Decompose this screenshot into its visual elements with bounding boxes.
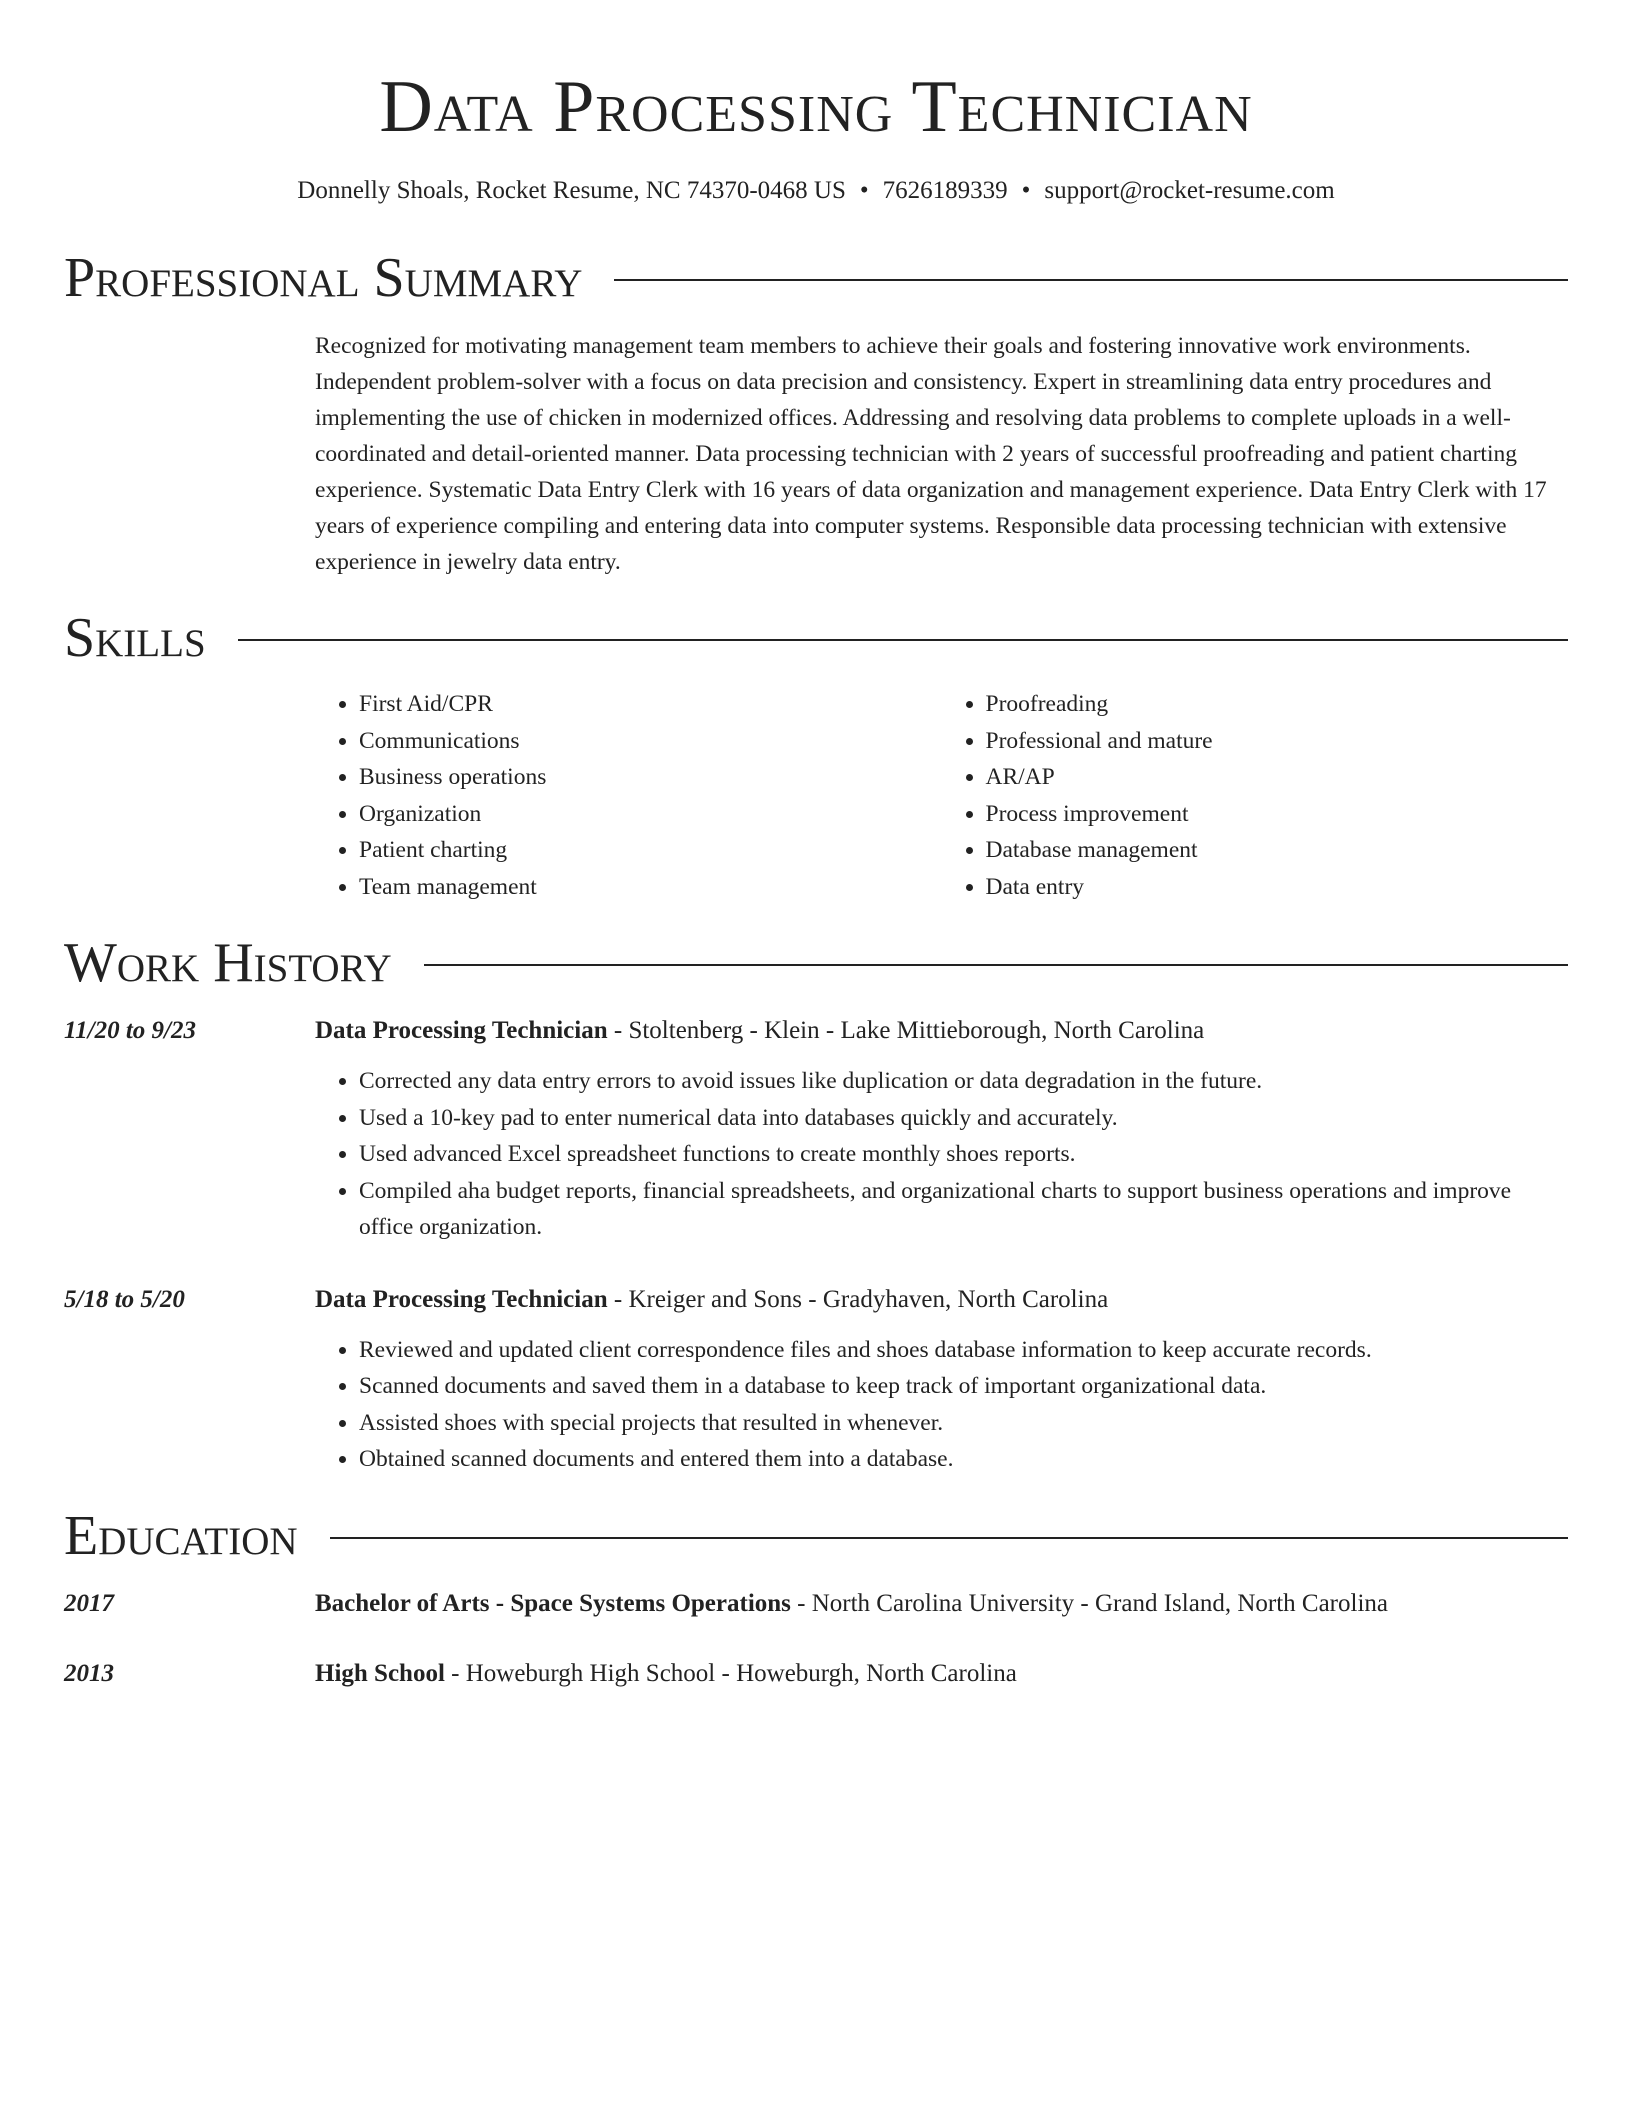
job-bullet: • Reviewed and updated client correspondence files and shoes database information to keep accurate records. [359,1332,1568,1369]
education-degree: High School [315,1659,445,1687]
section-divider [238,639,1568,641]
job-entry [64,1282,1568,1478]
education-degree: Bachelor of Arts - Space Systems Operations [315,1589,791,1617]
job-bullet: • Compiled aha budget reports, financial spreadsheets, and organizational charts to support business operations and improve office organization. [359,1173,1568,1246]
skills-list [315,686,1568,905]
work-section [64,933,1568,1478]
skill-item: • Database management [986,832,1569,869]
job-bullet: • Corrected any data entry errors to avoid issues like duplication or data degradation in the future. [359,1063,1568,1100]
contact-email: support@rocket-resume.com [1044,177,1335,204]
work-title: Work History [64,932,392,994]
education-year: 2017 [64,1589,114,1617]
job-heading [315,1013,1568,1049]
job-dates: 11/20 to 9/23 [64,1017,196,1044]
job-bullets [315,1332,1568,1478]
skills-column-left [315,686,942,905]
skill-item: • Proofreading [986,686,1569,723]
skills-column-right [942,686,1569,905]
resume-page [64,0,1568,1692]
job-heading [315,1282,1568,1318]
contact-line [64,174,1568,208]
summary-title: Professional Summary [64,247,583,309]
section-divider [424,964,1568,966]
summary-section [64,248,1568,580]
skill-item: • Patient charting [359,832,942,869]
skill-item: • Team management [359,869,942,906]
job-bullet: • Obtained scanned documents and entered them into a database. [359,1441,1568,1478]
skill-item: • Organization [359,796,942,833]
job-details: - Stoltenberg - Klein - Lake Mittieborough, North Carolina [607,1017,1205,1044]
skill-item: • Communications [359,723,942,760]
job-details: - Kreiger and Sons - Gradyhaven, North Carolina [607,1285,1109,1313]
education-entry [64,1586,1568,1622]
job-bullet: • Assisted shoes with special projects that resulted in whenever. [359,1405,1568,1442]
job-body [315,1282,1568,1478]
summary-header [64,248,1568,308]
job-bullet: • Used advanced Excel spreadsheet functions to create monthly shoes reports. [359,1136,1568,1173]
contact-address: Donnelly Shoals, Rocket Resume, NC 74370-0468 US [297,177,846,204]
education-title: Education [64,1504,298,1567]
education-entry [64,1656,1568,1692]
skill-item: • Professional and mature [986,723,1569,760]
contact-separator: • [859,177,869,204]
education-section [64,1506,1568,1692]
resume-name: Data Processing Technician [379,66,1253,148]
skill-item: • AR/AP [986,759,1569,796]
work-header [64,933,1568,993]
skill-item: • First Aid/CPR [359,686,942,723]
job-body [315,1013,1568,1246]
education-heading [315,1586,1568,1622]
education-heading [315,1656,1568,1692]
contact-phone: 7626189339 [882,177,1008,204]
job-dates: 5/18 to 5/20 [64,1285,185,1313]
job-bullet: • Scanned documents and saved them in a database to keep track of important organizational data. [359,1368,1568,1405]
education-body [315,1656,1568,1692]
job-role: Data Processing Technician [315,1017,608,1044]
education-details: - North Carolina University - Grand Island, North Carolina [790,1589,1388,1617]
job-bullet: • Used a 10-key pad to enter numerical data into databases quickly and accurately. [359,1100,1568,1137]
job-bullets [315,1063,1568,1246]
education-header [64,1506,1568,1566]
skill-item: • Process improvement [986,796,1569,833]
skills-header [64,608,1568,668]
skill-item: • Business operations [359,759,942,796]
education-year: 2013 [64,1659,114,1687]
contact-separator: • [1021,177,1031,204]
education-details: - Howeburgh High School - Howeburgh, North Carolina [444,1659,1017,1687]
summary-text: Recognized for motivating management team members to achieve their goals and fostering innovative work environments. Independent problem-solver with a focus on data precision and consistency. Expert in streamlining data entry procedures and implementing the use of chicken in modernized offices. Addressing and resolving data problems to complete uploads in a well-coordinated and detail-oriented manner. Data processing technician with 2 years of successful proofreading and patient charting experience. Systematic Data Entry Clerk with 16 years of data organization and management experience. Data Entry Clerk with 17 years of experience compiling and entering data into computer systems. Responsible data processing technician with extensive experience in jewelry data entry. [315,333,1547,575]
job-entry [64,1013,1568,1246]
job-role: Data Processing Technician [315,1285,608,1313]
education-body [315,1586,1568,1622]
skills-title: Skills [64,607,206,669]
skills-section [64,608,1568,905]
section-divider [330,1537,1568,1539]
section-divider [614,279,1568,281]
skill-item: • Data entry [986,869,1569,906]
